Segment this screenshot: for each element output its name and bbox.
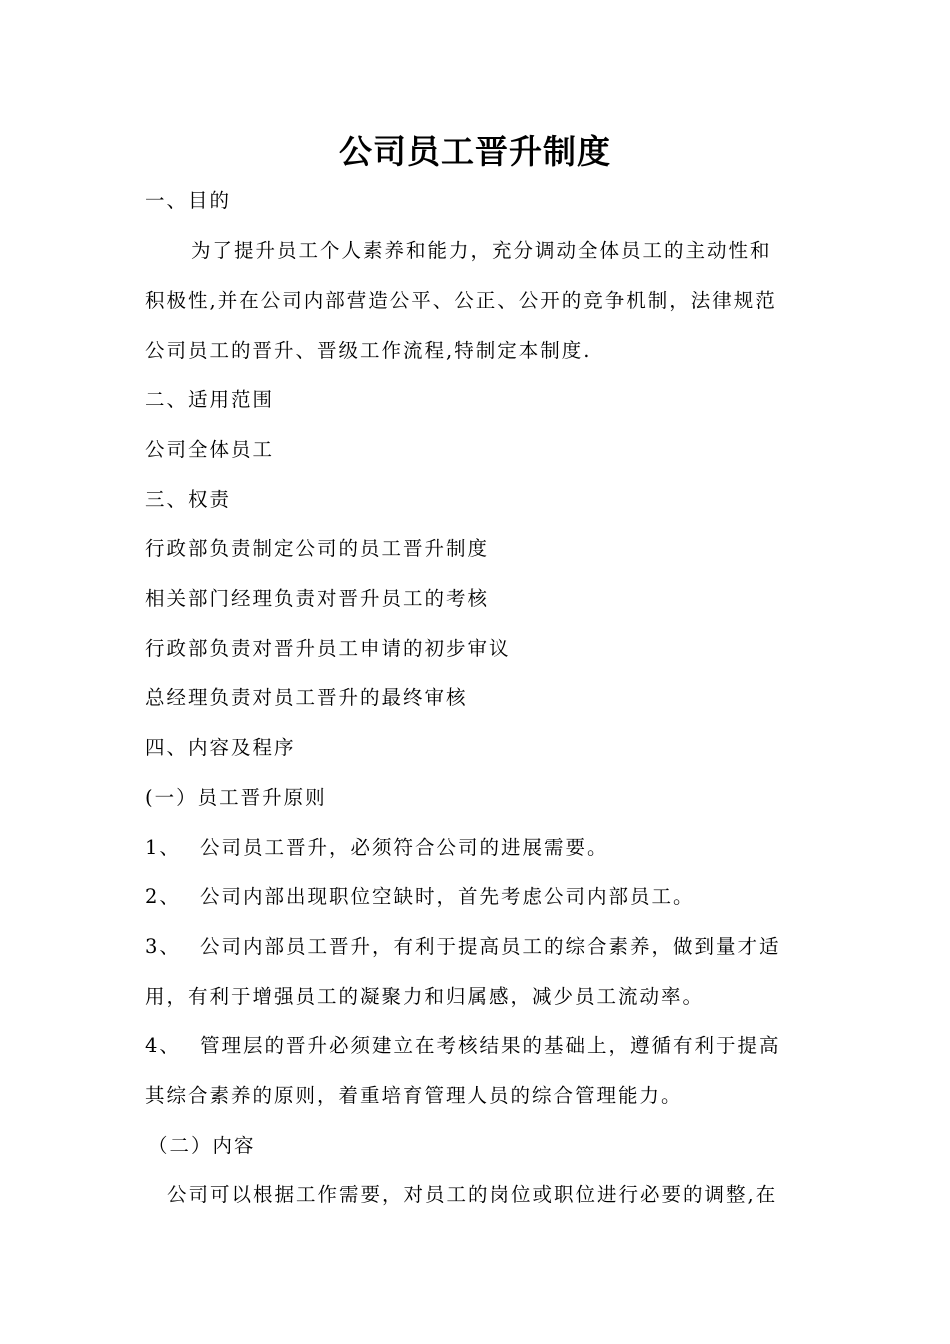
subsection-heading: （二）内容 bbox=[148, 1134, 256, 1157]
paragraph-line: 行政部负责制定公司的员工晋升制度 bbox=[145, 537, 490, 560]
section-heading-responsibilities: 三、权责 bbox=[145, 488, 232, 511]
list-item bbox=[145, 1031, 815, 1061]
paragraph-line: 公司员工的晋升、晋级工作流程,特制定本制度. bbox=[145, 339, 592, 362]
document-title: 公司员工晋升制度 bbox=[339, 132, 611, 171]
list-item-number: 4、 bbox=[145, 1034, 181, 1057]
paragraph-line: 总经理负责对员工晋升的最终审核 bbox=[145, 686, 468, 709]
paragraph-line: 用，有利于增强员工的凝聚力和归属感，减少员工流动率。 bbox=[145, 985, 705, 1008]
paragraph-line: 公司可以根据工作需要，对员工的岗位或职位进行必要的调整,在 bbox=[167, 1183, 778, 1206]
list-item-text: 公司内部员工晋升，有利于提高员工的综合素养，做到量才适 bbox=[200, 935, 781, 958]
list-item-text: 管理层的晋升必须建立在考核结果的基础上，遵循有利于提高 bbox=[200, 1034, 781, 1057]
section-heading-purpose: 一、目的 bbox=[145, 189, 232, 212]
subsection-heading: (一）员工晋升原则 bbox=[145, 786, 327, 809]
list-item-number: 2、 bbox=[145, 885, 181, 908]
paragraph-line: 相关部门经理负责对晋升员工的考核 bbox=[145, 587, 490, 610]
paragraph-line: 积极性,并在公司内部营造公平、公正、公开的竞争机制，法律规范 bbox=[145, 289, 777, 312]
paragraph-line: 为了提升员工个人素养和能力，充分调动全体员工的主动性和 bbox=[191, 239, 772, 262]
list-item bbox=[145, 932, 815, 962]
list-item-number: 3、 bbox=[145, 935, 181, 958]
section-heading-scope: 二、适用范围 bbox=[145, 388, 275, 411]
paragraph-line: 其综合素养的原则，着重培育管理人员的综合管理能力。 bbox=[145, 1084, 683, 1107]
list-item-number: 1、 bbox=[145, 836, 181, 859]
paragraph-line: 公司全体员工 bbox=[145, 438, 275, 461]
paragraph-line: 行政部负责对晋升员工申请的初步审议 bbox=[145, 637, 511, 660]
list-item-text: 公司内部出现职位空缺时，首先考虑公司内部员工。 bbox=[200, 885, 695, 908]
list-item bbox=[145, 833, 815, 863]
section-heading-content-procedure: 四、内容及程序 bbox=[145, 736, 296, 759]
list-item-text: 公司员工晋升，必须符合公司的进展需要。 bbox=[200, 836, 609, 859]
list-item bbox=[145, 882, 815, 912]
